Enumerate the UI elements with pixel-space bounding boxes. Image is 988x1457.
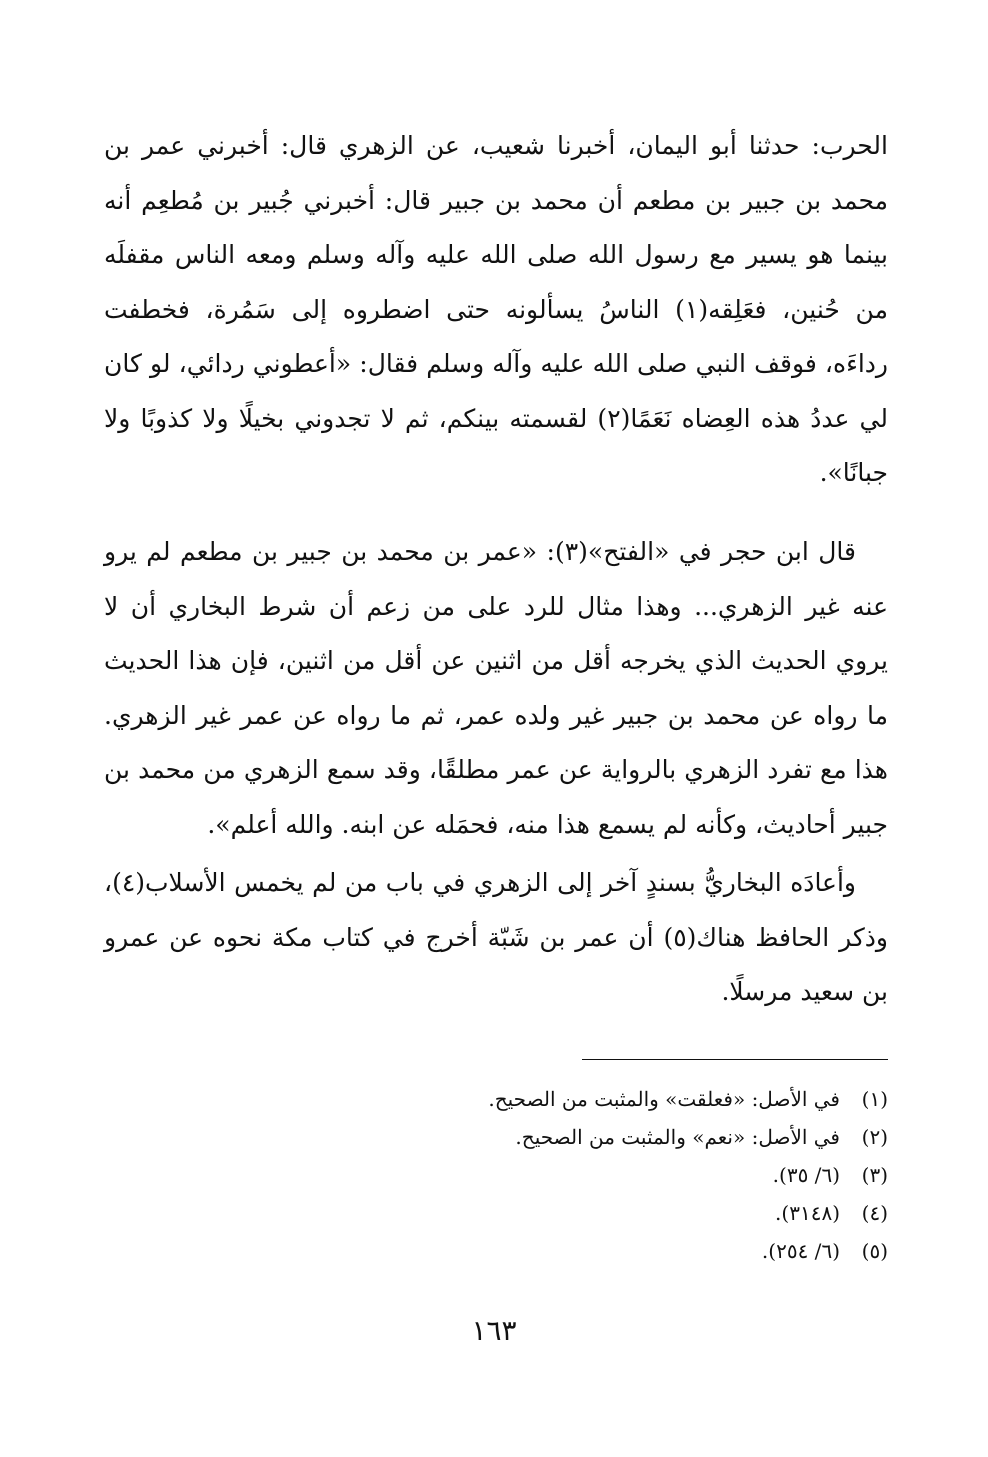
footnote-text: (٣١٤٨).: [775, 1201, 840, 1225]
footnote-item: [380, 1232, 888, 1270]
paragraph-text: الحرب: حدثنا أبو اليمان، أخبرنا شعيب، عن الزهري قال: أخبرني عمر بن محمد بن جبير بن مطعم أن محمد بن جبير قال: أخبرني جُبير بن مُطعِم أنه بينما هو يسير مع رسول الله صلى الله عليه وآله وسلم ومعه الناس مقفلَه من حُنين، فعَلِقه(١) الناسُ يسألونه حتى اضطروه إلى سَمُرة، فخطفت رداءَه، فوقف النبي صلى الله عليه وآله وسلم فقال: «أعطوني ردائي، لو كان لي عددُ هذه العِضاه نَعَمًا(٢) لقسمته بينكم، ثم لا تجدوني بخيلًا ولا كذوبًا ولا جبانًا».: [104, 131, 888, 487]
footnote-item: [380, 1156, 888, 1194]
paragraph-text: وأعادَه البخاريُّ بسندٍ آخر إلى الزهري في باب من لم يخمس الأسلاب(٤)، وذكر الحافظ هناك(٥) أن عمر بن شَبّة أخرج في كتاب مكة نحوه عن عمرو بن سعيد مرسلًا.: [104, 868, 889, 1006]
footnote-text: في الأصل: «نعم» والمثبت من الصحيح.: [515, 1125, 840, 1149]
footnote-number: (٤): [861, 1201, 888, 1225]
footnote-text: (٦/ ٢٥٤).: [761, 1239, 840, 1263]
footnote-item: [380, 1080, 888, 1118]
footnote-number: (١): [861, 1087, 888, 1111]
paragraph-hadith: [104, 119, 888, 501]
page-number: ١٦٣: [471, 1314, 517, 1347]
footnote-number: (٥): [861, 1239, 888, 1263]
paragraph-text: قال ابن حجر في «الفتح»(٣): «عمر بن محمد بن جبير بن مطعم لم يرو عنه غير الزهري... وهذا مثال للرد على من زعم أن شرط البخاري أن لا يروي الحديث الذي يخرجه أقل من اثنين عن أقل من اثنين، فإن هذا الحديث ما رواه عن محمد بن جبير غير ولده عمر، ثم ما رواه عن عمر غير الزهري. هذا مع تفرد الزهري بالرواية عن عمر مطلقًا، وقد سمع الزهري من محمد بن جبير أحاديث، وكأنه لم يسمع هذا منه، فحمَله عن ابنه. والله أعلم».: [104, 537, 888, 839]
footnote-number: (٢): [861, 1125, 888, 1149]
footnote-item: [380, 1194, 888, 1232]
footnote-text: في الأصل: «فعلقت» والمثبت من الصحيح.: [488, 1087, 840, 1111]
footnote-text: (٦/ ٣٥).: [772, 1163, 840, 1187]
paragraph-ibn-hajar-quote: [104, 525, 888, 852]
footnote-number: (٣): [861, 1163, 888, 1187]
footnotes-list: [380, 1080, 888, 1270]
paragraph-bukhari-repeat: [104, 856, 888, 1020]
footnote-item: [380, 1118, 888, 1156]
footnote-divider: [582, 1059, 888, 1060]
